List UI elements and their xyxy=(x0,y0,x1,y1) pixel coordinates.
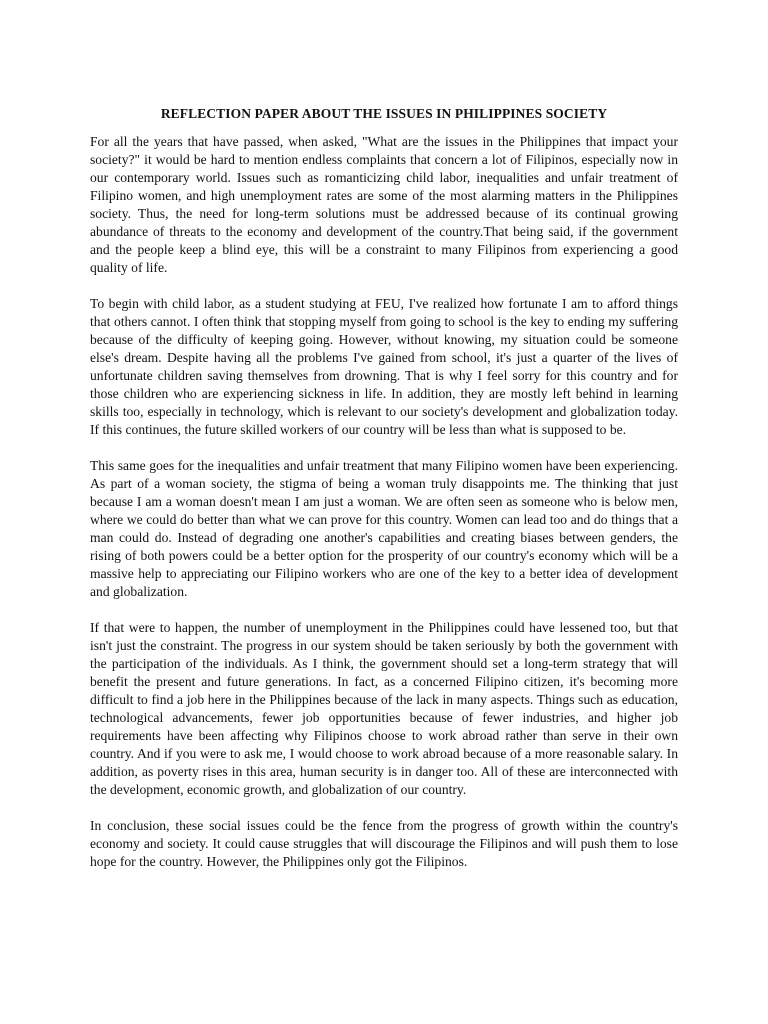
paragraph-conclusion: In conclusion, these social issues could be the fence from the progress of growth within the country's economy and society. It could cause struggles that will discourage the Filipinos and will push them to lose hope for the country. However, the Philippines only got the Filipinos. xyxy=(90,818,678,869)
document-title: REFLECTION PAPER ABOUT THE ISSUES IN PHILIPPINES SOCIETY xyxy=(160,106,608,121)
paragraph-unemployment: If that were to happen, the number of unemployment in the Philippines could have lessened too, but that isn't just the constraint. The progress in our system should be taken seriously by both the government with the participation of the individuals. As I think, the government should set a long-term strategy that will benefit the present and future generations. In fact, as a concerned Filipino citizen, it's becoming more difficult to find a job here in the Philippines because of the lack in many aspects. Things such as education, technological advancements, fewer job opportunities because of fewer industries, and higher job requirements have been affecting why Filipinos choose to work abroad rather than serve in their own country. And if you were to ask me, I would choose to work abroad because of a more reasonable salary. In addition, as poverty rises in this area, human security is in danger too. All of these are interconnected with the development, economic growth, and globalization of our country. xyxy=(90,620,678,797)
paragraph-child-labor: To begin with child labor, as a student studying at FEU, I've realized how fortunate I am to afford things that others cannot. I often think that stopping myself from going to school is the key to ending my suffering because of the difficulty of keeping going. However, without knowing, my situation could be someone else's dream. Despite having all the problems I've gained from school, it's just a quarter of the lives of unfortunate children saving themselves from drowning. That is why I feel sorry for this country and for those children who are experiencing sickness in life. In addition, they are mostly left behind in learning skills too, especially in technology, which is relevant to our society's development and globalization today. If this continues, the future skilled workers of our country will be less than what is supposed to be. xyxy=(90,296,678,437)
document-page xyxy=(90,106,678,889)
paragraph-intro: For all the years that have passed, when asked, "What are the issues in the Philippines that impact your society?" it would be hard to mention endless complaints that concern a lot of Filipinos, especially now in our contemporary world. Issues such as romanticizing child labor, inequalities and unfair treatment of Filipino women, and high unemployment rates are some of the most alarming matters in the Philippines society. Thus, the need for long-term solutions must be addressed because of its continual growing abundance of threats to the economy and development of the country.That being said, if the government and the people keep a blind eye, this will be a constraint to many Filipinos from experiencing a good quality of life. xyxy=(90,134,678,275)
paragraph-women-inequality: This same goes for the inequalities and unfair treatment that many Filipino women have been experiencing. As part of a woman society, the stigma of being a woman truly disappoints me. The thinking that just because I am a woman doesn't mean I am just a woman. We are often seen as someone who is below men, where we could do better than what we can prove for this country. Women can lead too and do things that a man could do. Instead of degrading one another's capabilities and creating biases between genders, the rising of both powers could be a better option for the prosperity of our country's economy which will be a massive help to appreciating our Filipino workers who are one of the key to a better idea of development and globalization. xyxy=(90,458,678,599)
